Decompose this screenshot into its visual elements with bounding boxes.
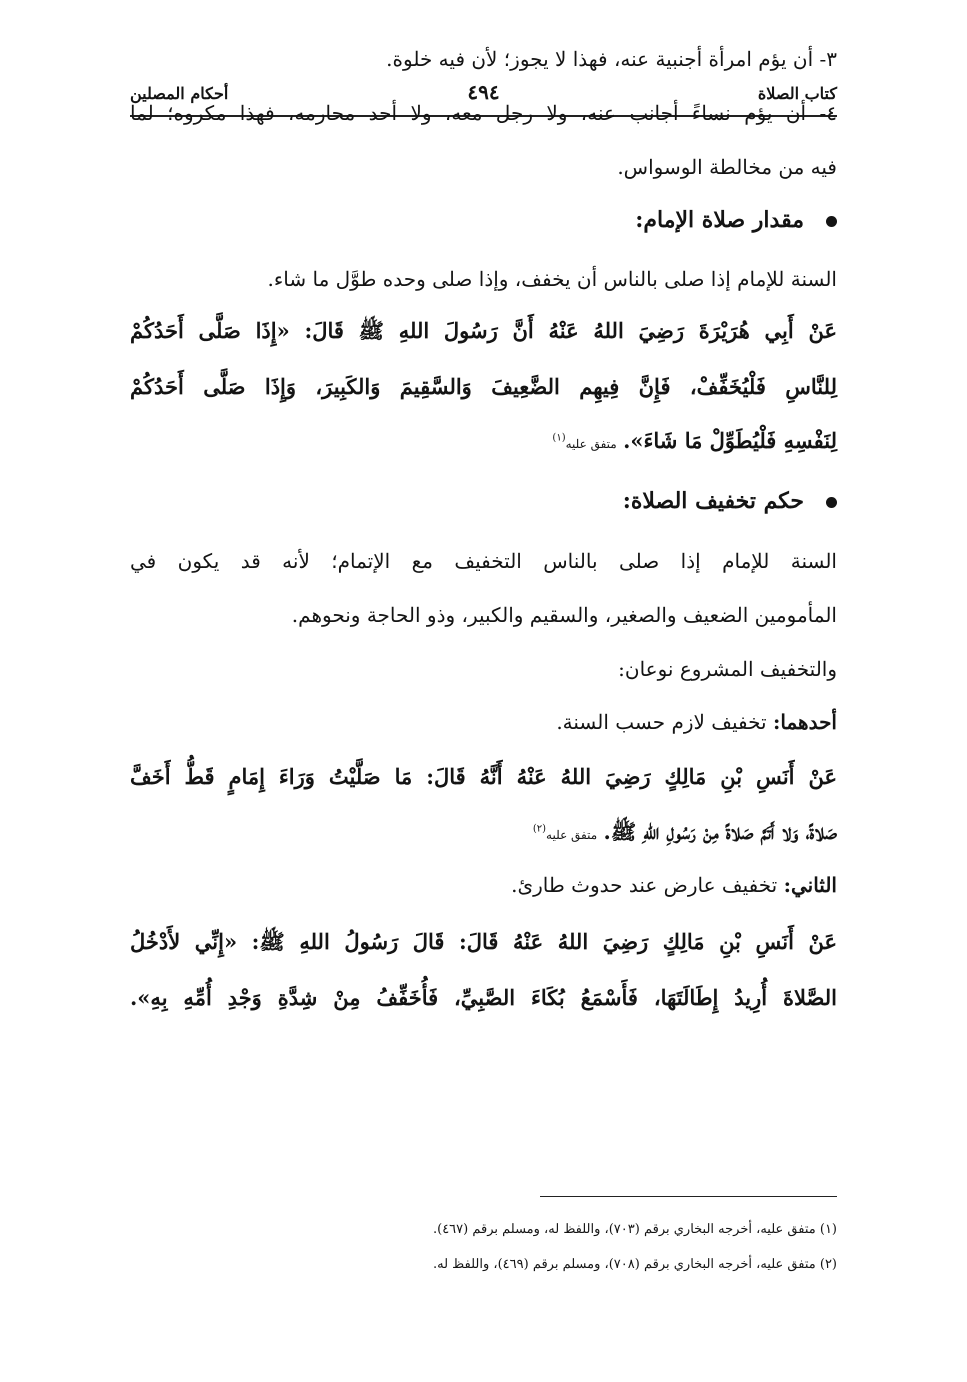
- hadith-2-line-2-text: صَلاةً، وَلا أَتَمَّ صَلاةً مِنْ رَسُولِ اللهِ ﷺ.: [603, 819, 837, 844]
- item-3: ٣- أن يؤم امرأة أجنبية عنه، فهذا لا يجوز؛ لأن فيه خلوة.: [386, 47, 837, 71]
- section-2-types: والتخفيف المشروع نوعان:: [618, 657, 837, 681]
- bullet-icon: [826, 216, 837, 227]
- item-4-line-1: ٤- أن يؤم نساءً أجانب عنه، ولا رجل معه، ولا أحد محارمه، فهذا مكروه؛ لما: [130, 101, 837, 125]
- section-1-text: السنة للإمام إذا صلى بالناس أن يخفف، وإذا صلى وحده طوَّل ما شاء.: [267, 267, 837, 291]
- header-chapter-title: أحكام المصلين: [130, 84, 229, 103]
- first-type: [556, 710, 837, 734]
- second-type-label: الثاني:: [783, 873, 837, 897]
- footnote-2: (٢) متفق عليه، أخرجه البخاري برقم (٧٠٨)، ومسلم برقم (٤٦٩)، واللفظ له.: [432, 1257, 837, 1272]
- hadith-3-line-2: الصَّلاةَ أُرِيدُ إِطَالَتَهَا، فَأَسْمَعُ بُكَاءَ الصَّبِيِّ، فَأُخَفِّفُ مِنْ شِدَّةِ وَجْدِ أُمِّهِ بِهِ».: [130, 985, 837, 1010]
- hadith-1-line-3: [552, 428, 837, 453]
- hadith-1-line-3-text: لِنَفْسِهِ فَلْيُطَوِّلْ مَا شَاءَ».: [623, 428, 837, 453]
- second-type: [511, 873, 837, 897]
- section-2-text-line-1: السنة للإمام إذا صلى بالناس التخفيف مع الإتمام؛ لأنه قد يكون في: [130, 549, 837, 573]
- footnote-ref-1: (١): [552, 432, 566, 444]
- hadith-3-line-1: عَنْ أَنَسِ بْنِ مَالِكٍ رَضِيَ اللهُ عَنْهُ قَالَ: قَالَ رَسُولُ اللهِ ﷺ: «إِنِّي لأَدْخُلُ: [130, 929, 837, 954]
- footnote-ref-2: (٢): [532, 823, 547, 835]
- hadith-2-source: متفق عليه: [546, 828, 598, 842]
- first-type-label: أحدهما:: [772, 710, 837, 734]
- bullet-icon: [826, 497, 837, 508]
- section-heading-text: مقدار صلاة الإمام:: [635, 207, 804, 233]
- hadith-1-source: متفق عليه: [565, 437, 617, 451]
- footnote-divider: [540, 1196, 837, 1197]
- section-heading-imam-prayer-length: [635, 207, 837, 233]
- hadith-1-line-1: عَنْ أَبِي هُرَيْرَةَ رَضِيَ اللهُ عَنْهُ أَنَّ رَسُولَ اللهِ ﷺ قَالَ: «إِذَا صَلَّى أَحَدُكُمْ: [130, 318, 837, 343]
- hadith-2-line-1: عَنْ أَنَسِ بْنِ مَالِكٍ رَضِيَ اللهُ عَنْهُ أَنَّهُ قَالَ: مَا صَلَّيْتُ وَرَاءَ إِمَامٍ قَطُّ أَخَفَّ: [130, 764, 837, 789]
- section-2-text-line-2: المأمومين الضعيف والصغير، والسقيم والكبير، وذو الحاجة ونحوهم.: [291, 603, 837, 627]
- item-4-line-2: فيه من مخالطة الوسواس.: [617, 155, 837, 179]
- section-heading-text: حكم تخفيف الصلاة:: [622, 488, 804, 514]
- hadith-1-line-2: لِلنَّاسِ فَلْيُخَفِّفْ، فَإِنَّ فِيهِم الضَّعِيفَ وَالسَّقِيمَ وَالكَبِيرَ، وَإِذَا صَلَّى أَحَدُكُمْ: [130, 374, 837, 399]
- footnote-1: (١) متفق عليه، أخرجه البخاري برقم (٧٠٣)، واللفظ له، ومسلم برقم (٤٦٧).: [432, 1222, 837, 1237]
- hadith-2-line-2: [533, 819, 837, 850]
- page-number: ٤٩٤: [467, 80, 500, 104]
- first-type-text: تخفيف لازم حسب السنة.: [556, 710, 773, 734]
- section-heading-lightening-prayer: [623, 488, 837, 514]
- second-type-text: تخفيف عارض عند حدوث طارئ.: [511, 873, 784, 897]
- header-book-title: كتاب الصلاة: [757, 84, 837, 103]
